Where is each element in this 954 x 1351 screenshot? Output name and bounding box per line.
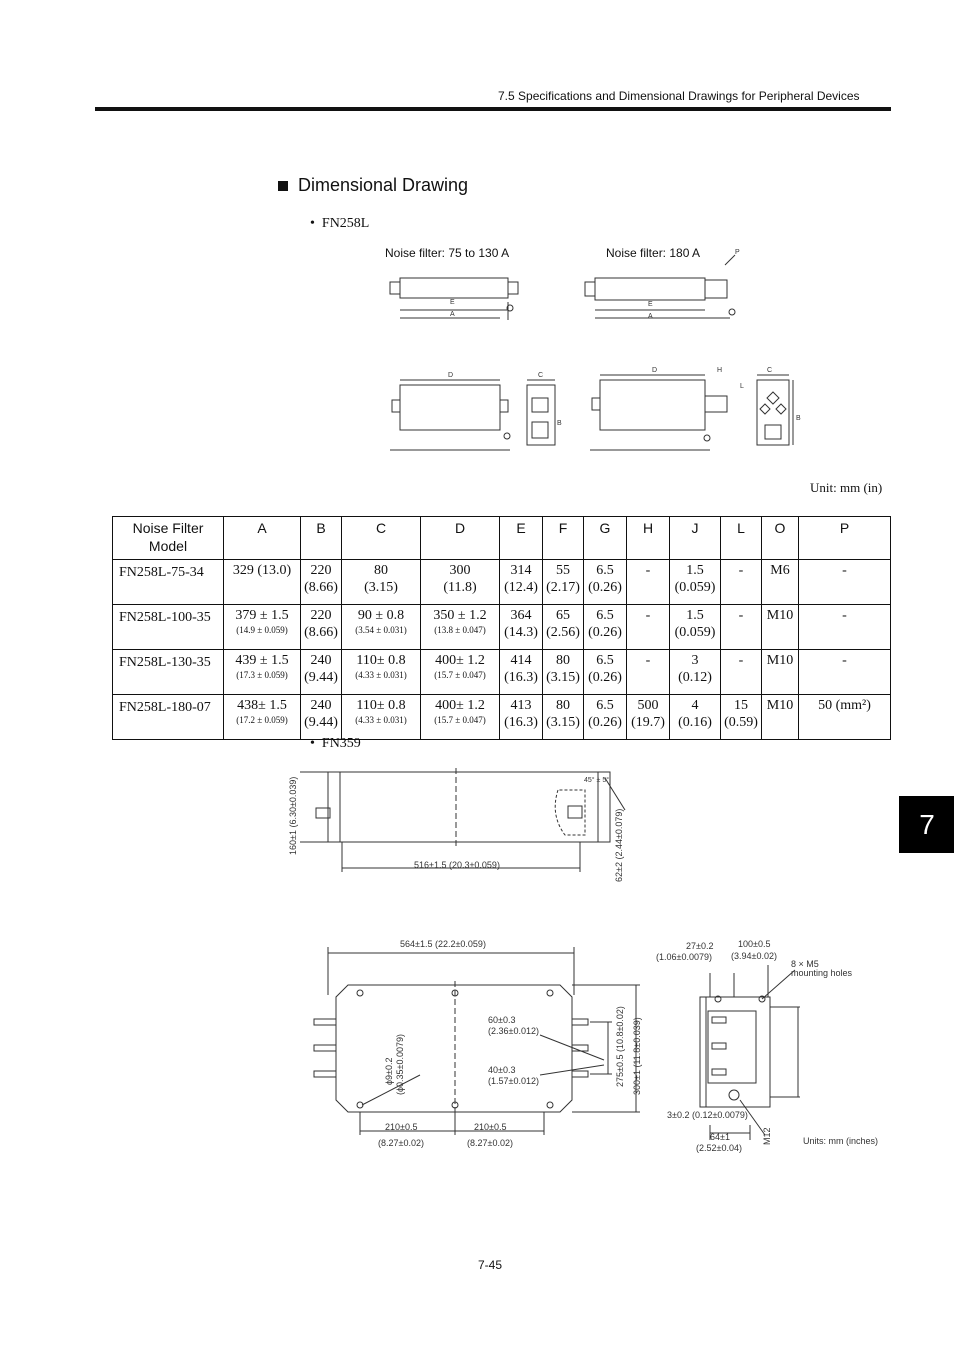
cell-h <box>627 605 670 650</box>
cell-c-inch: (4.33 ± 0.031) <box>355 715 407 725</box>
cell-g-inch: (0.26) <box>588 580 622 595</box>
square-bullet-icon <box>278 181 288 191</box>
cell-g-inch: (0.26) <box>588 670 622 685</box>
section-title-text: Dimensional Drawing <box>298 175 469 195</box>
cell-l <box>721 560 762 605</box>
cell-g-inch: (0.26) <box>588 715 622 730</box>
dim-300: 300±1 (11.8±0.039) <box>632 1017 642 1095</box>
cell-p: - <box>799 560 891 605</box>
fn359-plan-body <box>336 985 572 1112</box>
cell-g-mm: 6.5 <box>596 653 614 668</box>
cell-c-inch: (4.33 ± 0.031) <box>355 670 407 680</box>
col-header-g: G <box>584 517 627 560</box>
cell-j-inch: (0.059) <box>674 625 716 640</box>
dim-label-d-left: D <box>448 372 454 379</box>
cell-l-mm: - <box>738 653 744 668</box>
col-header-f: F <box>543 517 584 560</box>
cell-e <box>500 650 543 695</box>
fn258-spec-table <box>112 516 891 740</box>
fn359-plan-drawing <box>300 935 660 1155</box>
table-row <box>113 650 891 695</box>
dim-210-a-in: (8.27±0.02) <box>378 1138 424 1148</box>
cell-h-inch: (19.7) <box>631 715 665 730</box>
cell-j <box>670 560 721 605</box>
dim-210-a: 210±0.5 <box>385 1122 418 1132</box>
dim-label-b-left: B <box>557 420 562 427</box>
col-header-a: A <box>224 517 301 560</box>
fn258-bullet-text: FN258L <box>321 216 370 231</box>
cell-model: FN258L-180-07 <box>113 695 224 740</box>
dim-label-l: L <box>740 383 744 390</box>
cell-f-mm: 80 <box>556 698 570 713</box>
cell-f <box>543 605 584 650</box>
cell-g <box>584 605 627 650</box>
dim-160: 160±1 (6.30±0.039) <box>288 776 298 855</box>
cell-j-inch: (0.16) <box>678 715 712 730</box>
cell-f-mm: 65 <box>556 608 570 623</box>
cell-d-inch: (15.7 ± 0.047) <box>434 715 486 725</box>
cell-b-mm: 240 <box>310 698 332 713</box>
cell-j-mm: 3 <box>691 653 699 668</box>
fn359-bullet: • FN359 <box>310 736 361 751</box>
dim-hole-dia: ϕ9±0.2 <box>384 1057 394 1085</box>
fn359-side-drawing <box>280 760 640 890</box>
cell-p: 50 (mm²) <box>799 695 891 740</box>
cell-b-mm: 220 <box>310 608 332 623</box>
cell-e-inch: (14.3) <box>504 625 538 640</box>
dim-275: 275±0.5 (10.8±0.02) <box>615 1006 625 1087</box>
cell-a <box>224 560 301 605</box>
cell-e <box>500 560 543 605</box>
cell-d-inch: (13.8 ± 0.047) <box>434 625 486 635</box>
cell-o: M6 <box>762 560 799 605</box>
dim-label-h: H <box>717 367 723 374</box>
cell-c-inch: (3.15) <box>364 580 398 595</box>
cell-c-mm: 110± 0.8 <box>356 698 406 713</box>
cell-p: - <box>799 650 891 695</box>
cell-l-inch: (0.59) <box>724 715 758 730</box>
cell-l <box>721 605 762 650</box>
dim-40-in: (1.57±0.012) <box>488 1076 539 1086</box>
col-header-p: P <box>799 517 891 560</box>
cell-b <box>301 695 342 740</box>
cell-l-mm: - <box>738 608 744 623</box>
cell-g-inch: (0.26) <box>588 625 622 640</box>
cell-a <box>224 650 301 695</box>
cell-b <box>301 605 342 650</box>
cell-p: - <box>799 605 891 650</box>
dim-27: 27±0.2 <box>686 941 714 951</box>
cell-h-mm: 500 <box>637 698 659 713</box>
fn258-caption-left: Noise filter: 75 to 130 A <box>385 246 510 260</box>
cell-a-mm: 379 ± 1.5 <box>235 608 289 623</box>
fn359-bullet-text: FN359 <box>321 736 361 751</box>
unit-note: Unit: mm (in) <box>810 480 883 495</box>
cell-e-mm: 413 <box>510 698 532 713</box>
cell-g-mm: 6.5 <box>596 608 614 623</box>
dim-62: 62±2 (2.44±0.079) <box>614 808 624 882</box>
cell-c <box>342 695 421 740</box>
cell-e-inch: (16.3) <box>504 715 538 730</box>
col-header-c: C <box>342 517 421 560</box>
dim-label-d-right: D <box>652 367 658 374</box>
cell-o: M10 <box>762 695 799 740</box>
cell-e-inch: (12.4) <box>504 580 538 595</box>
dim-label-p: P <box>735 249 740 256</box>
dim-40: 40±0.3 <box>488 1065 516 1075</box>
cell-e-mm: 364 <box>510 608 532 623</box>
cell-j <box>670 605 721 650</box>
dim-hole-dia-in: (ϕ0.35±0.0079) <box>395 1033 405 1095</box>
fn258-small-front-body <box>400 385 500 430</box>
col-header-e: E <box>500 517 543 560</box>
cell-model: FN258L-130-35 <box>113 650 224 695</box>
cell-o: M10 <box>762 650 799 695</box>
cell-d <box>421 695 500 740</box>
cell-e <box>500 695 543 740</box>
cell-l-mm: 15 <box>734 698 748 713</box>
cell-l <box>721 695 762 740</box>
cell-f <box>543 695 584 740</box>
cell-model: FN258L-75-34 <box>113 560 224 605</box>
fn258-drawing <box>360 240 820 465</box>
cell-a-inch: (14.9 ± 0.059) <box>236 625 288 635</box>
cell-c-mm: 80 <box>374 563 388 578</box>
dim-label-c-right: C <box>767 367 773 374</box>
cell-b-mm: 240 <box>310 653 332 668</box>
fn258-caption-right: Noise filter: 180 A <box>606 246 701 260</box>
dim-60-in: (2.36±0.012) <box>488 1026 539 1036</box>
cell-g <box>584 650 627 695</box>
table-header-row <box>113 517 891 560</box>
dim-angle: 45° ± 5° <box>584 777 610 784</box>
cell-c <box>342 650 421 695</box>
cell-a-mm: 438± 1.5 <box>237 698 287 713</box>
cell-f-inch: (2.17) <box>546 580 580 595</box>
cell-j-inch: (0.12) <box>678 670 712 685</box>
cell-d-mm: 350 ± 1.2 <box>433 608 487 623</box>
cell-d-mm: 400± 1.2 <box>435 653 485 668</box>
cell-b-inch: (9.44) <box>304 715 338 730</box>
dim-210-b-in: (8.27±0.02) <box>467 1138 513 1148</box>
table-row <box>113 695 891 740</box>
cell-d-mm: 300 <box>449 563 471 578</box>
cell-a <box>224 605 301 650</box>
cell-f <box>543 650 584 695</box>
cell-h-mm: - <box>645 563 651 578</box>
cell-f-inch: (2.56) <box>546 625 580 640</box>
dim-m12: M12 <box>762 1127 772 1145</box>
dim-label-e-left: E <box>450 299 455 306</box>
col-header-l: L <box>721 517 762 560</box>
cell-b-inch: (8.66) <box>304 625 338 640</box>
cell-f-mm: 55 <box>556 563 570 578</box>
dim-27-in: (1.06±0.0079) <box>656 952 712 962</box>
dim-516: 516±1.5 (20.3±0.059) <box>414 860 500 870</box>
cell-f-inch: (3.15) <box>546 715 580 730</box>
cell-a-mm: 439 ± 1.5 <box>235 653 289 668</box>
dim-564: 564±1.5 (22.2±0.059) <box>400 939 486 949</box>
cell-f-inch: (3.15) <box>546 670 580 685</box>
col-header-h: H <box>627 517 670 560</box>
fn258-large-front-body <box>600 380 705 430</box>
dim-label-a-right: A <box>648 313 653 320</box>
chapter-tab: 7 <box>899 796 954 853</box>
cell-g <box>584 695 627 740</box>
cell-o: M10 <box>762 605 799 650</box>
cell-g-mm: 6.5 <box>596 698 614 713</box>
cell-b <box>301 560 342 605</box>
cell-a-mm: 329 (13.0) <box>232 563 292 578</box>
cell-a-inch: (17.2 ± 0.059) <box>236 715 288 725</box>
col-header-o: O <box>762 517 799 560</box>
cell-e <box>500 605 543 650</box>
cell-h-mm: - <box>645 653 651 668</box>
cell-g-mm: 6.5 <box>596 563 614 578</box>
cell-f <box>543 560 584 605</box>
col-header-b: B <box>301 517 342 560</box>
cell-b <box>301 650 342 695</box>
cell-e-inch: (16.3) <box>504 670 538 685</box>
fn258-bullet: • FN258L <box>310 216 370 231</box>
dim-label-a-left: A <box>450 311 455 318</box>
cell-j <box>670 695 721 740</box>
dim-64-in: (2.52±0.04) <box>696 1143 742 1153</box>
cell-a <box>224 695 301 740</box>
header-rule <box>95 107 891 111</box>
cell-h <box>627 650 670 695</box>
cell-h <box>627 695 670 740</box>
col-header-d: D <box>421 517 500 560</box>
cell-d <box>421 605 500 650</box>
fn258-small-top-body <box>400 278 508 298</box>
cell-j-mm: 1.5 <box>686 563 704 578</box>
fn258-large-top-body <box>595 278 705 300</box>
running-header: 7.5 Specifications and Dimensional Drawings for Peripheral Devices <box>498 89 860 103</box>
cell-a-inch: (17.3 ± 0.059) <box>236 670 288 680</box>
cell-f-mm: 80 <box>556 653 570 668</box>
cell-b-mm: 220 <box>310 563 332 578</box>
section-title <box>278 175 468 196</box>
col-header-model: Noise Filter Model <box>113 517 224 560</box>
cell-e-mm: 314 <box>510 563 532 578</box>
cell-c-inch: (3.54 ± 0.031) <box>355 625 407 635</box>
cell-j <box>670 650 721 695</box>
fn258-large-side-body <box>757 380 789 445</box>
cell-c-mm: 110± 0.8 <box>356 653 406 668</box>
cell-d-inch: (15.7 ± 0.047) <box>434 670 486 680</box>
col-header-j: J <box>670 517 721 560</box>
dim-100-in: (3.94±0.02) <box>731 951 777 961</box>
cell-b-inch: (8.66) <box>304 580 338 595</box>
dim-60: 60±0.3 <box>488 1015 516 1025</box>
table-row <box>113 605 891 650</box>
dim-210-b: 210±0.5 <box>474 1122 507 1132</box>
dim-holes-label: mounting holes <box>791 968 853 978</box>
cell-d-mm: 400± 1.2 <box>435 698 485 713</box>
cell-l <box>721 650 762 695</box>
cell-d-inch: (11.8) <box>443 580 477 595</box>
cell-j-inch: (0.059) <box>674 580 716 595</box>
dim-3: 3±0.2 (0.12±0.0079) <box>667 1110 748 1120</box>
cell-d <box>421 650 500 695</box>
cell-model: FN258L-100-35 <box>113 605 224 650</box>
cell-c-mm: 90 ± 0.8 <box>357 608 405 623</box>
dim-holes: 8 × M5 <box>791 959 819 969</box>
dim-label-e-right: E <box>648 301 653 308</box>
cell-c <box>342 560 421 605</box>
cell-h-mm: - <box>645 608 651 623</box>
dim-label-c-left: C <box>538 372 544 379</box>
cell-j-mm: 1.5 <box>686 608 704 623</box>
dim-100: 100±0.5 <box>738 939 771 949</box>
cell-e-mm: 414 <box>510 653 532 668</box>
fn359-end-drawing <box>650 935 890 1155</box>
dim-label-b-right: B <box>796 415 801 422</box>
fn359-units-note: Units: mm (inches) <box>803 1136 879 1146</box>
cell-b-inch: (9.44) <box>304 670 338 685</box>
cell-g <box>584 560 627 605</box>
page-number: 7-45 <box>478 1258 503 1272</box>
cell-l-mm: - <box>738 563 744 578</box>
cell-d <box>421 560 500 605</box>
cell-j-mm: 4 <box>691 698 699 713</box>
fn258-small-side-body <box>527 385 555 445</box>
table-row <box>113 560 891 605</box>
cell-h <box>627 560 670 605</box>
cell-c <box>342 605 421 650</box>
dim-64: 64±1 <box>710 1132 730 1142</box>
